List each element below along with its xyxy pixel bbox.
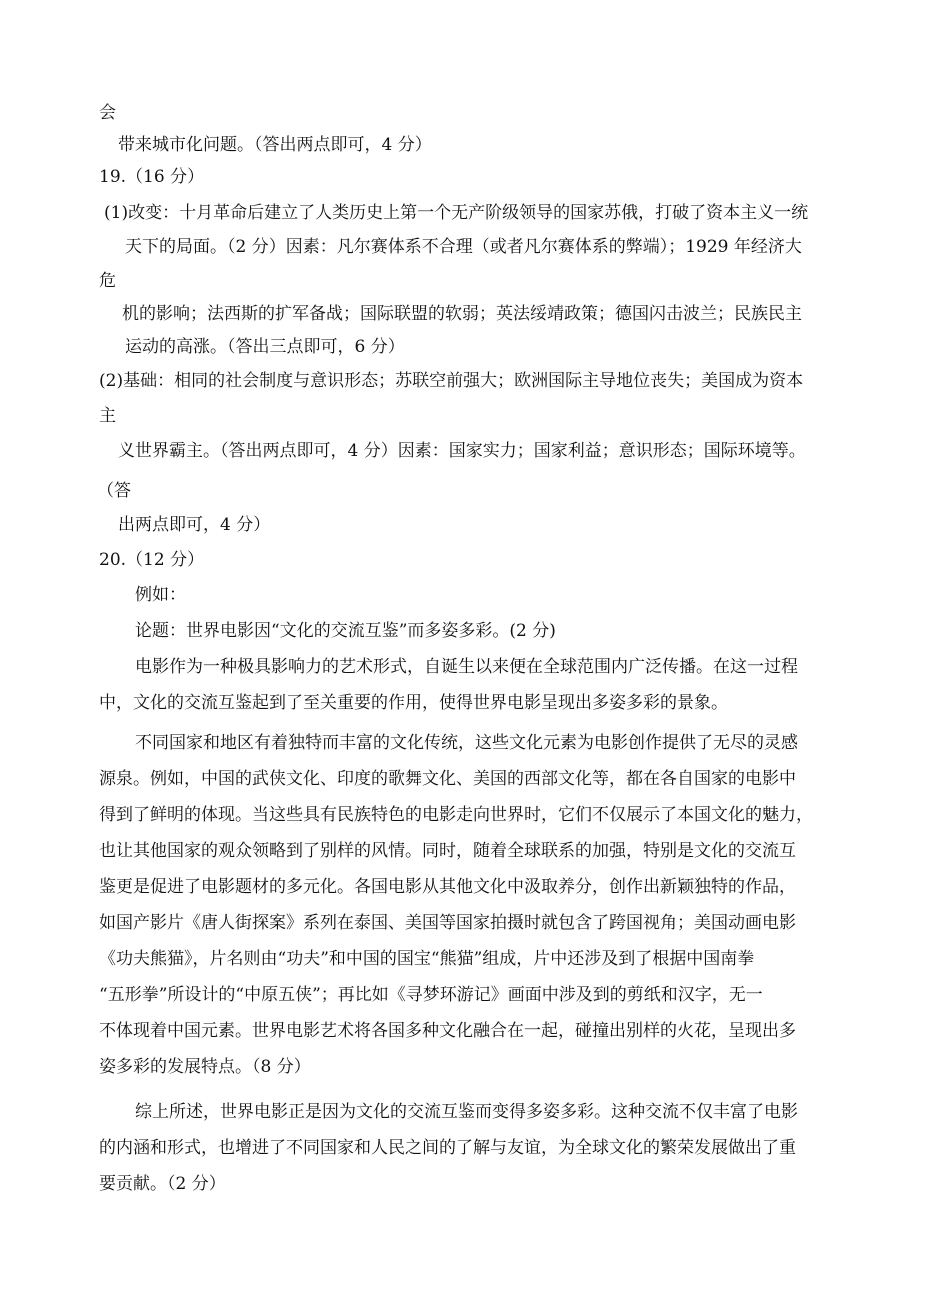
question-heading: 20.（12 分） [99,550,205,570]
text-line: (2)基础：相同的社会制度与意识形态；苏联空前强大；欧洲国际主导地位丧失；美国成为资本 [99,371,804,391]
text-line: 危 [99,271,116,291]
text-line: （答 [97,481,131,501]
paragraph-line: 综上所述，世界电影正是因为文化的交流互鉴而变得多姿多彩。这种交流不仅丰富了电影 [135,1102,798,1122]
text-line: 论题：世界电影因“文化的交流互鉴”而多姿多彩。(2 分) [135,621,556,641]
paragraph-line: 不同国家和地区有着独特而丰富的文化传统，这些文化元素为电影创作提供了无尽的灵感 [135,733,798,753]
paragraph-line: 姿多彩的发展特点。（8 分） [99,1057,311,1077]
text-line: 主 [99,406,116,426]
paragraph-line: 得到了鲜明的体现。当这些具有民族特色的电影走向世界时，它们不仅展示了本国文化的魅力， [99,805,813,825]
paragraph-line: 也让其他国家的观众领略到了别样的风情。同时，随着全球联系的加强，特别是文化的交流互 [99,841,796,861]
paragraph-line: 不体现着中国元素。世界电影艺术将各国多种文化融合在一起，碰撞出别样的火花，呈现出多 [99,1021,796,1041]
text-line: 义世界霸主。（答出两点即可，4 分）因素：国家实力；国家利益；意识形态；国际环境等。 [118,441,806,461]
text-line: 机的影响；法西斯的扩军备战；国际联盟的软弱；英法绥靖政策；德国闪击波兰；民族民主 [122,304,802,324]
text-line: 出两点即可，4 分） [118,515,271,535]
paragraph-line: 要贡献。（2 分） [99,1174,226,1194]
paragraph-line: “五形拳”所设计的“中原五侠”；再比如《寻梦环游记》画面中涉及到的剪纸和汉字，无一 [99,985,763,1005]
question-heading: 19.（16 分） [99,167,205,187]
paragraph-line: 的内涵和形式，也增进了不同国家和人民之间的了解与友谊，为全球文化的繁荣发展做出了重 [99,1138,796,1158]
text-line: 天下的局面。（2 分）因素：凡尔赛体系不合理（或者凡尔赛体系的弊端）；1929 年经济大 [125,237,802,257]
paragraph-line: 电影作为一种极具影响力的艺术形式，自诞生以来便在全球范围内广泛传播。在这一过程 [135,657,798,677]
text-line: (1)改变：十月革命后建立了人类历史上第一个无产阶级领导的国家苏俄，打破了资本主义一统 [104,203,809,223]
paragraph-line: 如国产影片《唐人街探案》系列在泰国、美国等国家拍摄时就包含了跨国视角；美国动画电影 [99,913,796,933]
paragraph-line: 中，文化的交流互鉴起到了至关重要的作用，使得世界电影呈现出多姿多彩的景象。 [99,693,728,713]
text-line: 运动的高涨。（答出三点即可，6 分） [125,337,405,357]
text-line: 会 [99,103,116,123]
text-line: 例如： [135,585,186,605]
paragraph-line: 《功夫熊猫》，片名则由“功夫”和中国的国宝“熊猫”组成，片中还涉及到了根据中国南拳 [99,949,755,969]
paragraph-line: 源泉。例如，中国的武侠文化、印度的歌舞文化、美国的西部文化等，都在各自国家的电影中 [99,769,796,789]
paragraph-line: 鉴更是促进了电影题材的多元化。各国电影从其他文化中汲取养分，创作出新颖独特的作品， [99,877,796,897]
text-line: 带来城市化问题。（答出两点即可，4 分） [118,135,432,155]
